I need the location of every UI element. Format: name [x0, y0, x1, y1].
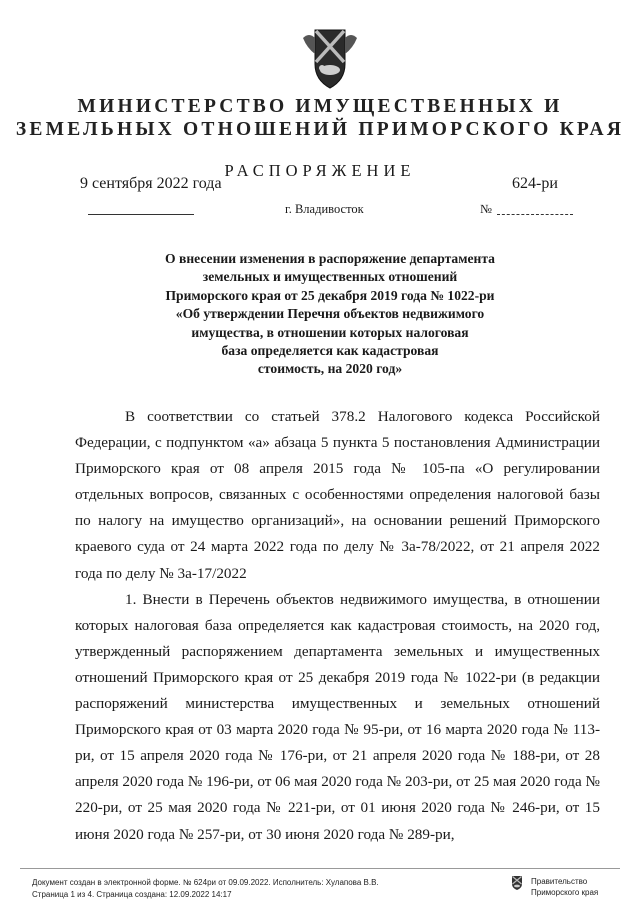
gov-line-1: Правительство [531, 877, 588, 886]
document-date: 9 сентября 2022 года [80, 175, 222, 192]
document-body [75, 404, 600, 848]
title-line: Приморского края от 25 декабря 2019 года № 1022-ри [165, 287, 495, 303]
gov-line-2: Приморского края [531, 888, 599, 897]
ministry-name-line-1: МИНИСТЕРСТВО ИМУЩЕСТВЕННЫХ И [77, 96, 563, 117]
coat-of-arms-icon [299, 28, 361, 90]
coat-of-arms-small-icon [509, 875, 525, 891]
title-line: имущества, в отношении которых налоговая [191, 324, 469, 340]
date-underline [88, 214, 194, 215]
title-line: земельных и имущественных отношений [202, 269, 458, 285]
government-label [531, 876, 598, 898]
footer-info [32, 877, 379, 901]
ministry-name-line-2: ЗЕМЕЛЬНЫХ ОТНОШЕНИЙ ПРИМОРСКОГО КРАЯ [15, 119, 625, 140]
title-line: «Об утверждении Перечня объектов недвижимого [175, 306, 485, 322]
title-line: стоимость, на 2020 год» [257, 361, 403, 377]
document-title [120, 250, 540, 379]
preamble-paragraph: В соответствии со статьей 378.2 Налогового кодекса Российской Федерации, с подпунктом «а» абзаца 5 пункта 5 постановления Администрации Приморского края от 08 апреля 2015 года № 105-па «О регулировании отдельных вопросов, связанных с особенностями определения налоговой базы по налогу на имущество организаций», на основании решений Приморского краевого суда от 24 марта 2022 года по делу № 3а-78/2022, от 21 апреля 2022 года по делу № 3а-17/2022 [75, 408, 600, 582]
document-type: РАСПОРЯЖЕНИЕ [224, 161, 416, 180]
footer-divider [20, 868, 620, 869]
footer-line-2: Страница 1 из 4. Страница создана: 12.09.2022 14:17 [32, 890, 232, 899]
document-number: 624-ри [512, 175, 558, 192]
title-line: О внесении изменения в распоряжение департамента [165, 251, 495, 266]
footer-line-1: Документ создан в электронной форме. № 624ри от 09.09.2022. Исполнитель: Хулапова В.В. [32, 878, 379, 887]
title-line: база определяется как кадастровая [221, 343, 439, 359]
number-underline [497, 214, 573, 215]
city: г. Владивосток [285, 202, 364, 216]
number-sign: № [480, 202, 492, 216]
clause-1-paragraph: 1. Внести в Перечень объектов недвижимого имущества, в отношении которых налоговая база определяется как кадастровая стоимость, на 2020 год, утвержденный распоряжением департамента земельных и имущественных отношений Приморского края от 25 декабря 2019 года № 1022-ри (в редакции распоряжений министерства имущественных и земельных отношений Приморского края от 03 марта 2020 года № 95-ри, от 16 марта 2020 года № 113-ри, от 15 апреля 2020 года № 176-ри, от 21 апреля 2020 года № 188-ри, от 28 апреля 2020 года № 196-ри, от 06 мая 2020 года № 203-ри, от 25 мая 2020 года № 220-ри, от 25 мая 2020 года № 221-ри, от 01 июня 2020 года № 246-ри, от 15 июня 2020 года № 257-ри, от 30 июня 2020 года № 289-ри, [75, 590, 600, 843]
